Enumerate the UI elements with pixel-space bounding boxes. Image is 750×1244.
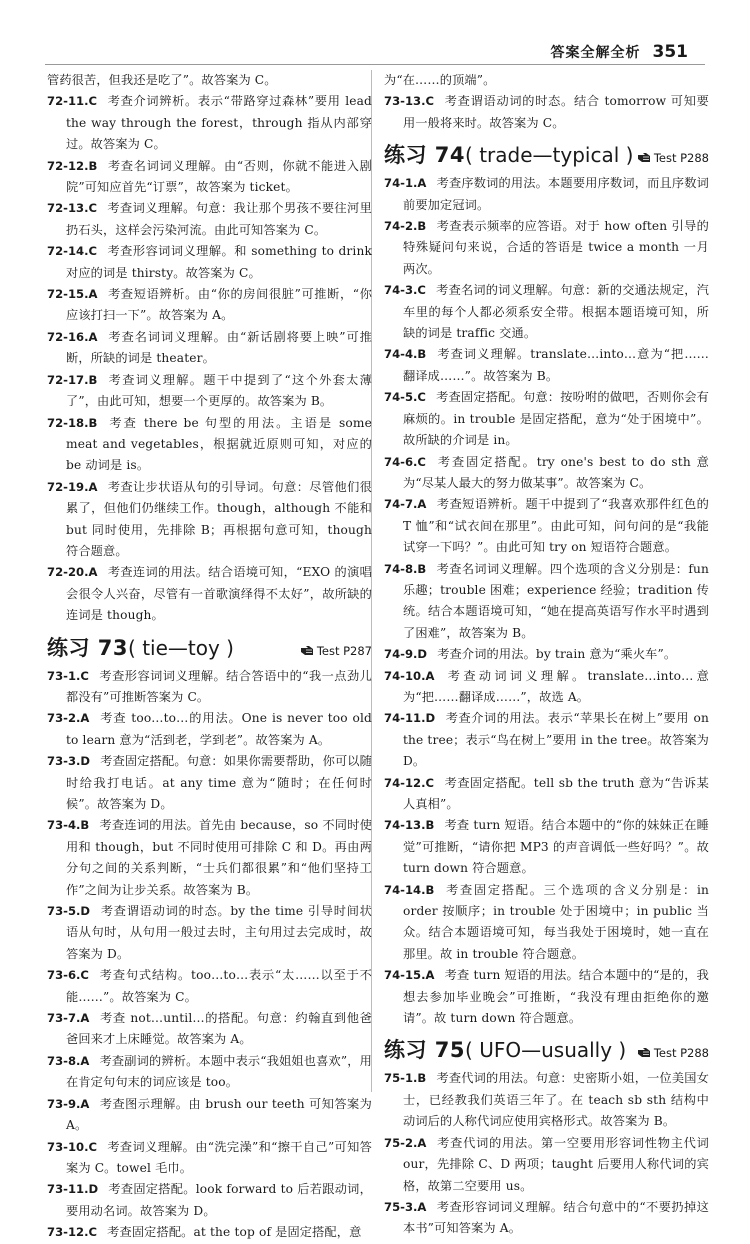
answer-letter: D (417, 647, 428, 662)
pointing-hand-icon (300, 644, 314, 656)
answer-entry (384, 965, 709, 1029)
question-number: 74-13. (384, 818, 426, 833)
answer-letter: C (425, 94, 435, 109)
answer-letter: C (417, 454, 427, 469)
answer-letter: A (88, 287, 98, 302)
question-number: 75-3. (384, 1199, 418, 1214)
header-rule (45, 64, 705, 65)
explanation-text: 考查介词的用法。表示“苹果长在树上”要用 on the tree；表示“鸟在树上”要用 in the tree。故答案为 D。 (403, 711, 709, 769)
answer-entry (47, 901, 372, 965)
answer-entry (384, 173, 709, 216)
answer-entry (384, 1133, 709, 1197)
answer-entry (384, 559, 709, 645)
answer-letter: A (80, 1096, 90, 1111)
explanation-text: 考查表示频率的应答语。对于 how often 引导的特殊疑问句来说，合适的答语是 twice a month 一月两次。 (403, 219, 709, 276)
answer-entry (47, 156, 372, 199)
question-number: 74-3. (384, 283, 418, 298)
answer-letter: A (417, 1199, 427, 1214)
answer-letter: C (88, 94, 98, 109)
question-number: 74-7. (384, 497, 418, 512)
answer-entry (47, 751, 372, 815)
answer-entry (384, 1197, 709, 1240)
answer-entry (47, 413, 372, 477)
answer-entry (47, 370, 372, 413)
test-reference (300, 643, 372, 658)
answer-letter: B (417, 561, 427, 576)
answer-letter: D (425, 711, 436, 726)
answer-letter: A (417, 497, 427, 512)
explanation-text: 考查 turn 短语的用法。结合本题中的“是的，我想去参加毕业晚会”可推断，“我没有理由拒绝你的邀请”。故 turn down 符合题意。 (403, 968, 709, 1026)
answer-letter: C (417, 283, 427, 298)
left-column (47, 70, 372, 1244)
explanation-text: 考查词义理解。translate…into…意为“把……翻译成……”。故答案为 B。 (403, 347, 709, 383)
explanation-text: 考查名词词义理解。四个选项的含义分别是：fun 乐趣；trouble 困难；experience 经验；tradition 传统。结合本题语境可知，“她在提高英语写作水平时遇到了困难”，故答案为 B。 (403, 561, 709, 640)
answer-entry (47, 70, 372, 91)
answer-letter: B (425, 882, 435, 897)
question-number: 73-11. (47, 1182, 89, 1197)
answer-letter: C (88, 244, 98, 259)
answer-entry (384, 70, 709, 91)
explanation-text: 考查固定搭配。tell sb the truth 意为“告诉某人真相”。 (403, 775, 709, 811)
explanation-text: 考查形容词词义理解。结合答语中的“我一点劲儿都没有”可推断答案为 C。 (66, 668, 372, 704)
answer-entry (384, 1068, 709, 1132)
explanation-text: 考查连词的用法。首先由 because，so 不同时使用和 though，but 不同时使用可排除 C 和 D。再由两分句之间的关系判断，“士兵们都很累”和“他们坚持工作”之间为让步关系。故答案为 B。 (66, 818, 372, 897)
answer-letter: B (417, 1071, 427, 1086)
answer-letter: A (88, 479, 98, 494)
explanation-text: 考查句式结构。too…to…表示“太……以至于不能……”。故答案为 C。 (66, 968, 372, 1004)
answer-letter: A (80, 711, 90, 726)
question-number: 72-19. (47, 479, 89, 494)
explanation-text: 考查固定搭配。三个选项的含义分别是：in order 按顺序；in trouble 处于困境中；in public 当众。结合本题语境可知，每当我处于困境时，她一直在那里。故 in trouble 符合题意。 (403, 882, 709, 961)
question-number: 74-14. (384, 882, 426, 897)
answer-entry (47, 1051, 372, 1094)
header-label: 答案全解全析 (550, 45, 641, 61)
question-number: 72-18. (47, 415, 89, 430)
right-entries-c (384, 1068, 709, 1239)
pointing-hand-icon (637, 1046, 651, 1058)
question-number: 74-11. (384, 711, 426, 726)
explanation-text: 考查词义理解。句意：我让那个男孩不要往河里扔石头，这样会污染河流。由此可知答案为 C。 (66, 201, 372, 237)
answer-entry (47, 562, 372, 626)
section-title: 练习 75 (384, 1038, 466, 1063)
answer-letter: D (88, 1182, 99, 1197)
question-number: 73-9. (47, 1096, 81, 1111)
question-number: 72-13. (47, 201, 89, 216)
explanation-text: 考查词义理解。由“洗完澡”和“擦干自己”可知答案为 C。towel 毛巾。 (66, 1139, 372, 1175)
left-entries-b (47, 666, 372, 1244)
explanation-text: 管药很苦，但我还是吃了”。故答案为 C。 (47, 73, 277, 87)
question-number: 73-2. (47, 711, 81, 726)
section-73-heading (47, 632, 372, 664)
answer-letter: B (417, 347, 427, 362)
answer-letter: C (88, 1225, 98, 1240)
explanation-text: 考查 not…until…的搭配。句意：约翰直到他爸爸回来才上床睡觉。故答案为 A。 (66, 1011, 372, 1047)
question-number: 73-5. (47, 904, 81, 919)
explanation-text: 考查谓语动词的时态。结合 tomorrow 可知要用一般将来时。故答案为 C。 (403, 94, 709, 130)
answer-letter: A (80, 1011, 90, 1026)
answer-letter: D (80, 754, 91, 769)
answer-entry (47, 284, 372, 327)
question-number: 73-1. (47, 668, 81, 683)
question-number: 73-12. (47, 1225, 89, 1240)
answer-letter: B (417, 219, 427, 234)
answer-entry (384, 666, 709, 709)
explanation-text: 考查形容词词义理解。结合句意中的“不要扔掉这本书”可知答案为 A。 (403, 1199, 709, 1236)
question-number: 74-10. (384, 668, 426, 683)
question-number: 72-20. (47, 565, 89, 580)
pointing-hand-icon (637, 151, 651, 163)
answer-letter: C (425, 775, 435, 790)
explanation-text: 考查形容词词义理解。和 something to drink 对应的词是 thirsty。故答案为 C。 (66, 244, 372, 280)
page-header (551, 42, 689, 62)
section-74-heading (384, 139, 709, 171)
question-number: 74-8. (384, 561, 418, 576)
explanation-text: 考查固定搭配。句意：按吩咐的做吧，否则你会有麻烦的。in trouble 是固定搭配，意为“处于困境中”。故所缺的介词是 in。 (403, 390, 709, 448)
explanation-text: 为“在……的顶端”。 (384, 73, 496, 87)
explanation-text: 考查介词的用法。by train 意为“乘火车”。 (437, 647, 677, 662)
answer-entry (47, 1008, 372, 1051)
answer-letter: C (80, 668, 90, 683)
explanation-text: 考查序数词的用法。本题要用序数词，而且序数词前要加定冠词。 (403, 176, 709, 212)
answer-entry (384, 91, 709, 134)
explanation-text: 考查 there be 句型的用法。主语是 some meat and vegetables，根据就近原则可知，对应的 be 动词是 is。 (66, 415, 372, 473)
test-page-ref: Test P288 (653, 1046, 709, 1061)
question-number: 74-1. (384, 176, 418, 191)
section-topic: ( UFO—usually ) (465, 1038, 627, 1063)
question-number: 74-6. (384, 454, 418, 469)
question-number: 72-14. (47, 244, 89, 259)
left-entries-a (47, 70, 372, 627)
question-number: 72-16. (47, 329, 89, 344)
answer-entry (47, 965, 372, 1008)
explanation-text: 考查介词辨析。表示“带路穿过森林”要用 lead the way through the forest，through 指从内部穿过。故答案为 C。 (66, 94, 372, 152)
answer-letter: C (88, 1139, 98, 1154)
answer-letter: B (80, 818, 90, 833)
explanation-text: 考查短语辨析。题干中提到了“我喜欢那件红色的 T 恤”和“试衣间在那里”。由此可知，问句问的是“我能试穿一下吗？”。由此可知 try on 短语符合题意。 (403, 497, 709, 555)
answer-entry (384, 387, 709, 451)
question-number: 72-12. (47, 158, 89, 173)
answer-letter: A (425, 668, 435, 683)
question-number: 74-4. (384, 347, 418, 362)
answer-entry (47, 815, 372, 901)
explanation-text: 考查固定搭配。try one's best to do sth 意为“尽某人最大的努力做某事”。故答案为 C。 (403, 454, 709, 490)
answer-entry (384, 452, 709, 495)
explanation-text: 考查固定搭配。look forward to 后若跟动词，要用动名词。故答案为 D。 (66, 1182, 372, 1218)
answer-entry (47, 1179, 372, 1222)
test-page-ref: Test P287 (316, 643, 372, 658)
answer-letter: C (417, 390, 427, 405)
explanation-text: 考查动词词义理解。translate…into…意为“把……翻译成……”，故选 A。 (403, 668, 709, 704)
answer-letter: C (80, 968, 90, 983)
section-topic: ( tie—toy ) (128, 635, 234, 660)
answer-letter: C (88, 201, 98, 216)
question-number: 73-13. (384, 94, 426, 109)
question-number: 75-1. (384, 1071, 418, 1086)
section-title: 练习 73 (47, 635, 129, 660)
answer-entry (47, 708, 372, 751)
right-entries-b (384, 173, 709, 1029)
explanation-text: 考查固定搭配。at the top of 是固定搭配，意 (107, 1225, 362, 1240)
explanation-text: 考查连词的用法。结合语境可知，“EXO 的演唱会很令人兴奋，尽管有一首歌演绎得不太好”，故所缺的连词是 though。 (66, 565, 372, 623)
answer-letter: A (88, 329, 98, 344)
question-number: 74-15. (384, 968, 426, 983)
section-topic: ( trade—typical ) (465, 143, 634, 168)
question-number: 74-5. (384, 390, 418, 405)
section-title: 练习 74 (384, 143, 466, 168)
question-number: 72-15. (47, 287, 89, 302)
answer-entry (384, 644, 709, 665)
answer-entry (47, 1094, 372, 1137)
question-number: 73-10. (47, 1139, 89, 1154)
answer-entry (384, 773, 709, 816)
answer-letter: A (88, 565, 98, 580)
page-number: 351 (652, 42, 688, 62)
answer-entry (47, 1137, 372, 1180)
answer-letter: A (80, 1053, 90, 1068)
explanation-text: 考查代词的用法。第一空要用形容词性物主代词 our，先排除 C、D 两项；taught 后要用人称代词的宾格，故第二空要用 us。 (403, 1135, 709, 1193)
answer-entry (47, 327, 372, 370)
explanation-text: 考查词义理解。题干中提到了“这个外套太薄了”，由此可知，想要一个更厚的。故答案为 B。 (66, 372, 372, 409)
answer-entry (47, 198, 372, 241)
answer-entry (384, 880, 709, 966)
explanation-text: 考查谓语动词的时态。by the time 引导时间状语从句时，从句用一般过去时，主句用过去完成时，故答案为 D。 (66, 904, 372, 961)
answer-entry (47, 241, 372, 284)
question-number: 72-11. (47, 94, 89, 109)
answer-entry (47, 91, 372, 155)
explanation-text: 考查 too…to…的用法。One is never too old to learn 意为“活到老，学到老”。故答案为 A。 (66, 711, 372, 747)
question-number: 72-17. (47, 372, 89, 387)
explanation-text: 考查 turn 短语。结合本题中的“你的妹妹正在睡觉”可推断，“请你把 MP3 的声音调低一些好吗？”。故 turn down 符合题意。 (403, 818, 709, 876)
explanation-text: 考查代词的用法。句意：史密斯小姐，一位美国女士，已经教我们英语三年了。在 teach sb sth 结构中动词后的人称代词应使用宾格形式。故答案为 B。 (403, 1071, 709, 1129)
question-number: 73-7. (47, 1011, 81, 1026)
question-number: 74-12. (384, 775, 426, 790)
explanation-text: 考查名词词义理解。由“新话剧将要上映”可推断，所缺的词是 theater。 (66, 329, 372, 366)
section-75-heading (384, 1034, 709, 1066)
question-number: 74-9. (384, 647, 418, 662)
answer-letter: B (88, 372, 98, 387)
explanation-text: 考查名词的词义理解。句意：新的交通法规定，汽车里的每个人都必须系安全带。根据本题语境可知，所缺的词是 traffic 交通。 (403, 283, 709, 341)
answer-entry (384, 708, 709, 772)
answer-letter: B (425, 818, 435, 833)
answer-entry (384, 344, 709, 387)
test-page-ref: Test P288 (653, 151, 709, 166)
answer-letter: A (417, 176, 427, 191)
explanation-text: 考查名词词义理解。由“否则，你就不能进入剧院”可知应首先“订票”，故答案为 ticket。 (66, 158, 372, 195)
question-number: 75-2. (384, 1135, 418, 1150)
explanation-text: 考查短语辨析。由“你的房间很脏”可推断，“你应该打扫一下”。故答案为 A。 (66, 287, 372, 323)
question-number: 74-2. (384, 219, 418, 234)
question-number: 73-6. (47, 968, 81, 983)
right-column (384, 70, 709, 1240)
answer-entry (384, 216, 709, 280)
question-number: 73-3. (47, 754, 81, 769)
answer-entry (384, 815, 709, 879)
answer-entry (47, 477, 372, 563)
answer-letter: D (80, 904, 91, 919)
question-number: 73-4. (47, 818, 81, 833)
answer-letter: B (88, 158, 98, 173)
test-reference (637, 150, 709, 165)
answer-entry (47, 666, 372, 709)
answer-entry (384, 280, 709, 344)
explanation-text: 考查固定搭配。句意：如果你需要帮助，你可以随时给我打电话。at any time 意为“随时；在任何时候”。故答案为 D。 (66, 754, 372, 811)
answer-letter: A (425, 968, 435, 983)
test-reference (637, 1045, 709, 1060)
explanation-text: 考查图示理解。由 brush our teeth 可知答案为 A。 (66, 1096, 372, 1133)
answer-letter: B (88, 415, 98, 430)
answer-letter: A (417, 1135, 427, 1150)
answer-entry (47, 1222, 372, 1243)
explanation-text: 考查副词的辨析。本题中表示“我姐姐也喜欢”，用在肯定句句末的词应该是 too。 (66, 1053, 372, 1090)
explanation-text: 考查让步状语从句的引导词。句意：尽管他们很累了，但他们仍继续工作。though，although 不能和 but 同时使用，先排除 B；再根据句意可知，though 符合题意。 (66, 479, 372, 558)
question-number: 73-8. (47, 1053, 81, 1068)
answer-entry (384, 494, 709, 558)
right-entries-a (384, 70, 709, 134)
